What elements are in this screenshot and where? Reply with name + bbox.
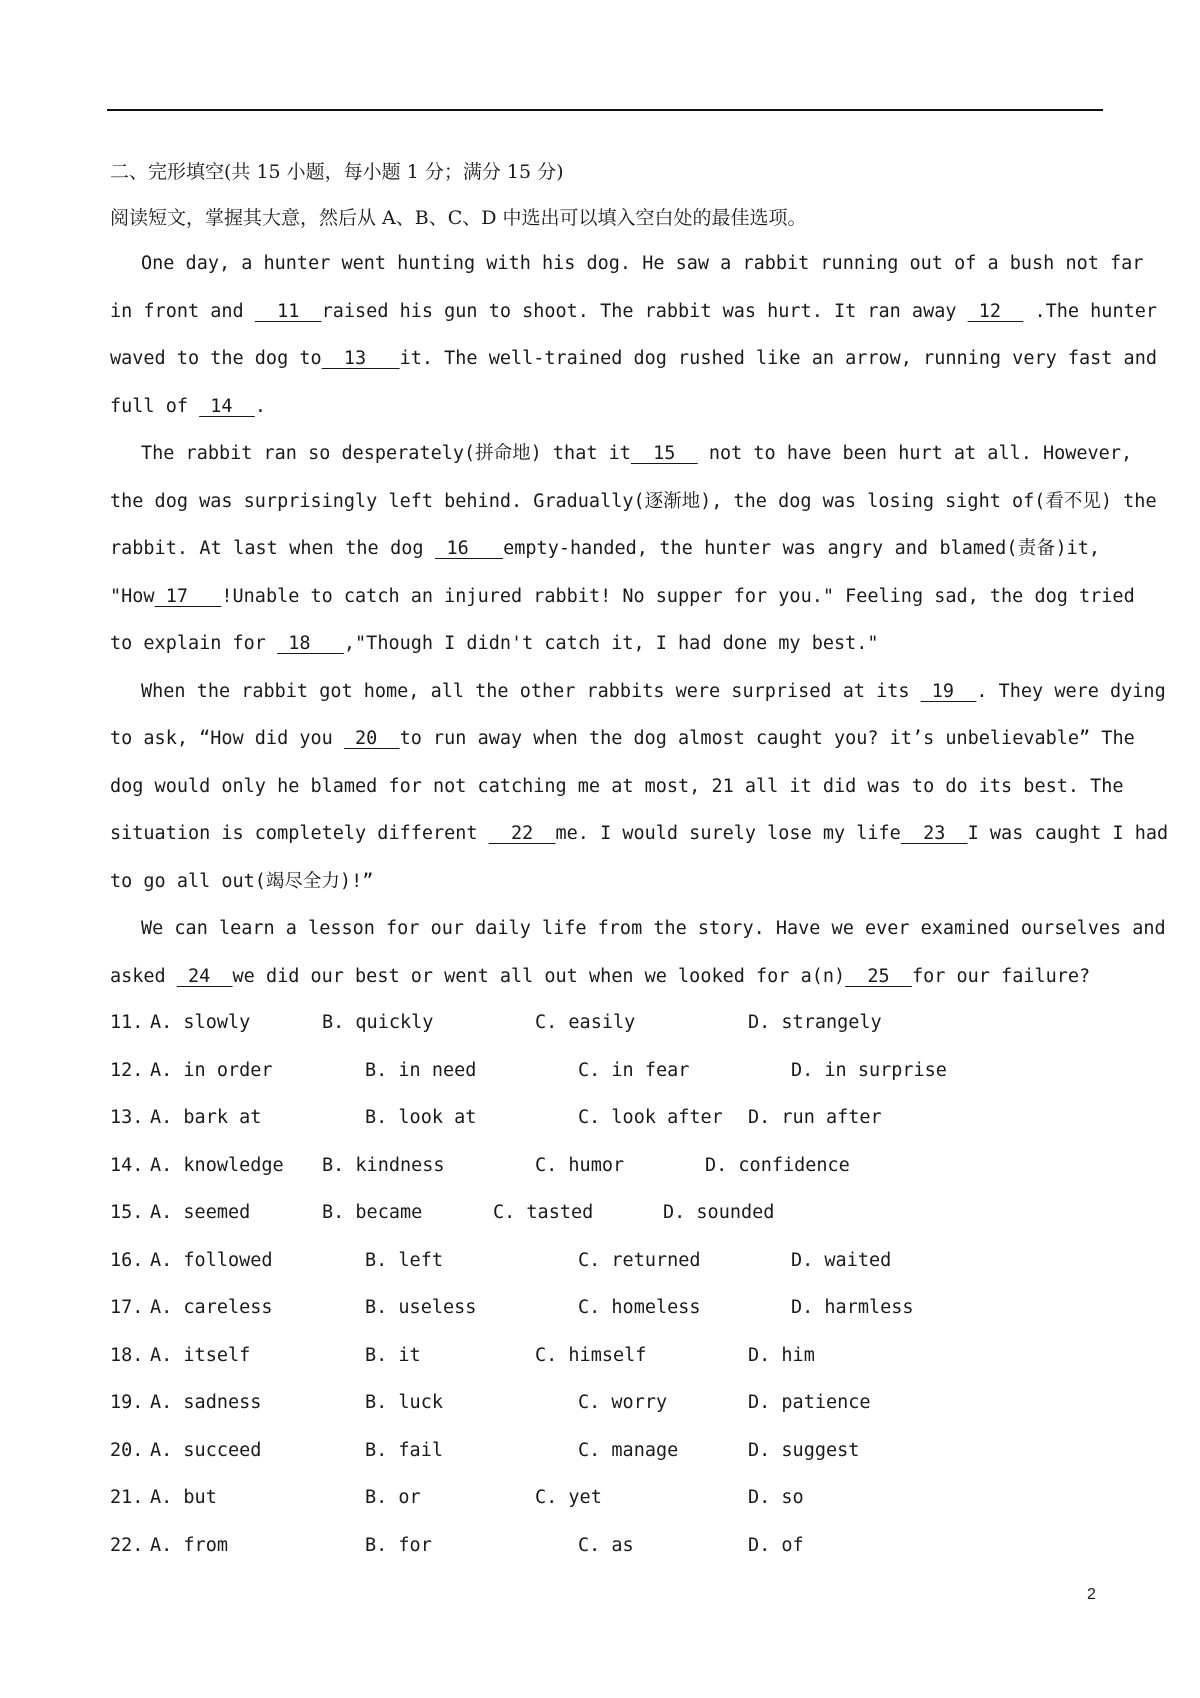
option-a: A. careless: [150, 1297, 273, 1318]
option-b: B. quickly: [322, 1012, 434, 1033]
option-d: D. harmless: [791, 1297, 914, 1318]
option-d: D. suggest: [748, 1440, 860, 1461]
passage-line: the dog was surprisingly left behind. Gradually(逐渐地), the dog was losing sight of(看不见) the: [110, 491, 1157, 512]
option-c: C. humor: [535, 1155, 625, 1176]
option-d: D. run after: [748, 1107, 882, 1128]
option-b: B. it: [365, 1345, 421, 1366]
blank-16: 16: [434, 538, 504, 559]
blank-14: 14: [199, 396, 255, 417]
option-d: D. strangely: [748, 1012, 882, 1033]
option-c: C. yet: [535, 1487, 602, 1508]
option-a: A. seemed: [150, 1202, 251, 1223]
question-number: 11.: [110, 1012, 144, 1033]
option-c: C. as: [578, 1535, 634, 1556]
option-c: C. homeless: [578, 1297, 701, 1318]
option-b: B. luck: [365, 1392, 443, 1413]
option-d: D. confidence: [705, 1155, 850, 1176]
page-number: 2: [1087, 1586, 1096, 1603]
blank-13: 13: [321, 348, 400, 369]
passage-line: The rabbit ran so desperately(拼命地) that it 15 not to have been hurt at all. However,: [141, 443, 1133, 464]
option-c: C. look after: [578, 1107, 723, 1128]
question-number: 17.: [110, 1297, 144, 1318]
option-c: C. returned: [578, 1250, 701, 1271]
option-d: D. so: [748, 1487, 804, 1508]
question-number: 18.: [110, 1345, 144, 1366]
option-b: B. left: [365, 1250, 443, 1271]
option-c: C. manage: [578, 1440, 679, 1461]
passage-line: We can learn a lesson for our daily life from the story. Have we ever examined ourselves and: [141, 918, 1166, 939]
option-a: A. slowly: [150, 1012, 251, 1033]
blank-15: 15: [630, 443, 698, 464]
blank-20: 20: [343, 728, 400, 749]
section-heading: 二、完形填空(共 15 小题，每小题 1 分；满分 15 分): [110, 161, 564, 183]
question-number: 12.: [110, 1060, 144, 1081]
passage-line: to explain for 18 ,"Though I didn't catch it, I had done my best.": [110, 633, 879, 654]
option-d: D. of: [748, 1535, 804, 1556]
passage-line: waved to the dog to 13 it. The well-trained dog rushed like an arrow, running very fast and: [110, 348, 1157, 369]
option-c: C. himself: [535, 1345, 647, 1366]
option-d: D. him: [748, 1345, 815, 1366]
blank-19: 19: [920, 681, 977, 702]
option-b: B. in need: [365, 1060, 477, 1081]
option-b: B. useless: [365, 1297, 477, 1318]
blank-24: 24: [176, 966, 233, 987]
option-a: A. succeed: [150, 1440, 262, 1461]
passage-line: When the rabbit got home, all the other rabbits were surprised at its 19 . They were dying: [141, 681, 1166, 702]
passage-line: One day, a hunter went hunting with his dog. He saw a rabbit running out of a bush not far: [141, 253, 1144, 274]
question-number: 15.: [110, 1202, 144, 1223]
passage-line: in front and 11 raised his gun to shoot. The rabbit was hurt. It ran away 12 .The hunter: [110, 301, 1157, 322]
blank-23: 23: [900, 823, 968, 844]
option-a: A. but: [150, 1487, 217, 1508]
option-a: A. bark at: [150, 1107, 262, 1128]
passage-line: rabbit. At last when the dog 16 empty-handed, the hunter was angry and blamed(责备)it,: [110, 538, 1100, 559]
option-d: D. in surprise: [791, 1060, 947, 1081]
option-b: B. or: [365, 1487, 421, 1508]
option-a: A. from: [150, 1535, 228, 1556]
option-b: B. fail: [365, 1440, 443, 1461]
blank-12: 12: [967, 301, 1024, 322]
blank-25: 25: [845, 966, 912, 987]
header-divider: [107, 109, 1103, 111]
blank-11: 11: [254, 301, 322, 322]
option-d: D. waited: [791, 1250, 892, 1271]
question-number: 16.: [110, 1250, 144, 1271]
option-c: C. in fear: [578, 1060, 690, 1081]
passage-line: full of 14 .: [110, 396, 266, 417]
option-d: D. sounded: [663, 1202, 775, 1223]
question-number: 22.: [110, 1535, 144, 1556]
passage-line: dog would only he blamed for not catching me at most, 21 all it did was to do its best. The: [110, 776, 1124, 797]
blank-22: 22: [488, 823, 556, 844]
passage-line: to go all out(竭尽全力)!”: [110, 871, 374, 892]
option-b: B. look at: [365, 1107, 477, 1128]
option-b: B. kindness: [322, 1155, 445, 1176]
option-d: D. patience: [748, 1392, 871, 1413]
option-c: C. tasted: [493, 1202, 594, 1223]
option-a: A. knowledge: [150, 1155, 284, 1176]
option-c: C. easily: [535, 1012, 636, 1033]
blank-17: 17: [154, 586, 222, 607]
instructions: 阅读短文，掌握其大意，然后从 A、B、C、D 中选出可以填入空白处的最佳选项。: [110, 207, 807, 229]
passage-line: "How 17 !Unable to catch an injured rabbit! No supper for you." Feeling sad, the dog tried: [110, 586, 1135, 607]
passage-line: to ask, “How did you 20 to run away when the dog almost caught you? it’s unbelievable” The: [110, 728, 1135, 749]
option-a: A. sadness: [150, 1392, 262, 1413]
option-a: A. itself: [150, 1345, 251, 1366]
question-number: 14.: [110, 1155, 144, 1176]
passage-line: situation is completely different 22 me. I would surely lose my life 23 I was caught I had: [110, 823, 1169, 844]
question-number: 13.: [110, 1107, 144, 1128]
question-number: 20.: [110, 1440, 144, 1461]
option-b: B. became: [322, 1202, 423, 1223]
question-number: 19.: [110, 1392, 144, 1413]
option-a: A. followed: [150, 1250, 273, 1271]
blank-18: 18: [277, 633, 344, 654]
passage-line: asked 24 we did our best or went all out when we looked for a(n) 25 for our failure?: [110, 966, 1091, 987]
option-b: B. for: [365, 1535, 432, 1556]
option-a: A. in order: [150, 1060, 273, 1081]
option-c: C. worry: [578, 1392, 668, 1413]
question-number: 21.: [110, 1487, 144, 1508]
